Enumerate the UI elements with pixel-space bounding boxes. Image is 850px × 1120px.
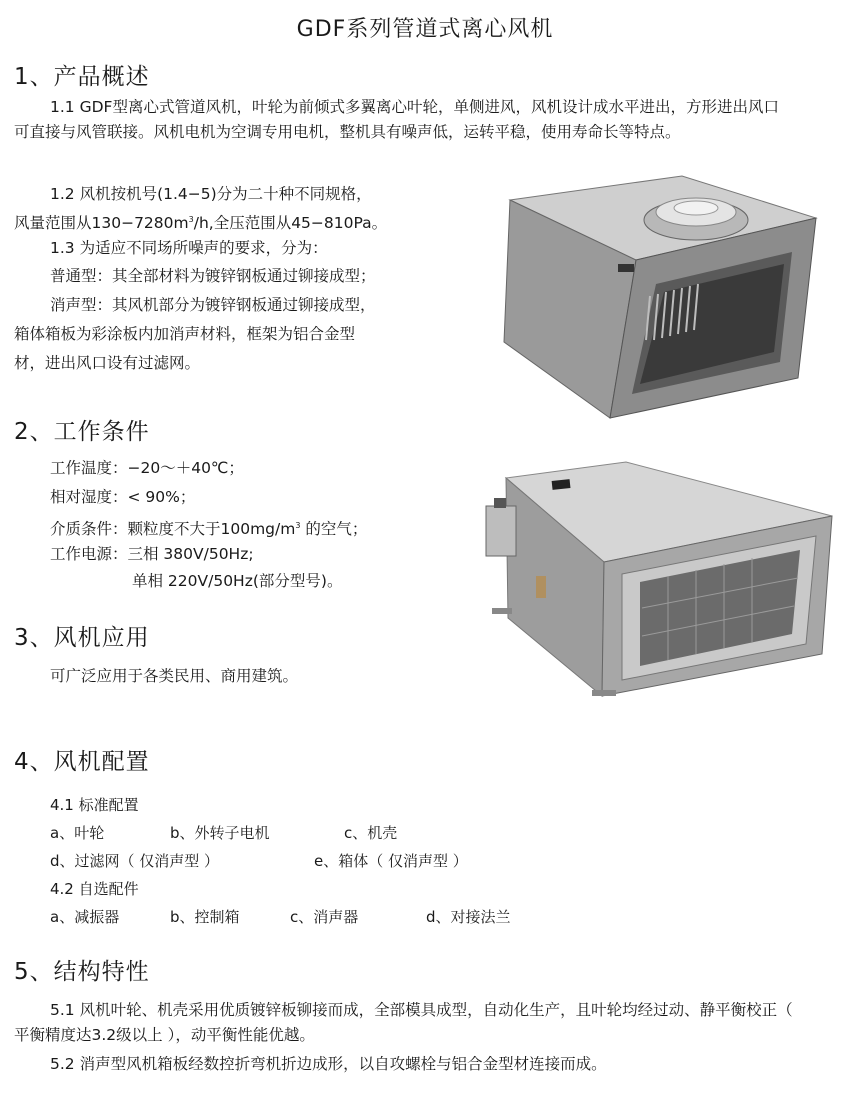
silencer-type-text-cont-2: 材，进出风口设有过滤网。	[14, 354, 201, 372]
section-1-heading: 1、产品概述	[14, 64, 150, 90]
standard-config-title: 4.1 标准配置	[50, 796, 139, 814]
page-title: GDF系列管道式离心风机	[296, 17, 554, 42]
config-item-motor: b、外转子电机	[170, 824, 270, 842]
cabinet-fan-photo	[482, 458, 836, 700]
silencer-type-text-cont-1: 箱体箱板为彩涂板内加消声材料，框架为铝合金型	[14, 325, 356, 343]
unit-superscript: 3	[188, 215, 194, 224]
power-supply-three-phase: 工作电源：三相 380V/50Hz;	[50, 545, 254, 563]
section-3-heading: 3、风机应用	[14, 625, 150, 651]
section-2-heading: 2、工作条件	[14, 419, 150, 445]
section-5-paragraph-2: 5.2 消声型风机箱板经数控折弯机折边成形，以自攻螺栓与铝合金型材连接而成。	[50, 1055, 607, 1073]
airflow-range-text: 风量范围从130−7280m	[14, 214, 189, 233]
config-item-casing: c、机壳	[344, 824, 398, 842]
config-item-impeller: a、叶轮	[50, 824, 105, 842]
duct-fan-photo	[500, 172, 818, 422]
option-item-control-box: b、控制箱	[170, 908, 240, 926]
option-item-silencer: c、消声器	[290, 908, 359, 926]
medium-condition-text: 介质条件：颗粒度不大于100mg/m	[50, 520, 296, 539]
section-1-paragraph-2-line-2	[14, 208, 387, 235]
power-supply-single-phase: 单相 220V/50Hz(部分型号)。	[132, 572, 343, 590]
working-temperature: 工作温度：−20～＋40℃；	[50, 459, 244, 477]
medium-condition-tail: 的空气；	[300, 520, 368, 539]
section-1-paragraph-3: 1.3 为适应不同场所噪声的要求，分为：	[50, 239, 328, 257]
option-item-flange: d、对接法兰	[426, 908, 511, 926]
normal-type-text: 普通型：其全部材料为镀锌钢板通过铆接成型；	[50, 267, 376, 285]
application-text: 可广泛应用于各类民用、商用建筑。	[50, 667, 299, 685]
silencer-type-text: 消声型：其风机部分为镀锌钢板通过铆接成型，	[50, 296, 376, 314]
config-item-filter: d、过滤网（ 仅消声型 ）	[50, 852, 220, 870]
section-5-paragraph-1: 5.1 风机叶轮、机壳采用优质镀锌板铆接而成，全部模具成型，自动化生产，且叶轮均经过动、静平衡校正（ 平衡精度达3.2级以上 ），动平衡性能优越。	[14, 1001, 793, 1044]
section-1-paragraph-1: 1.1 GDF型离心式管道风机，叶轮为前倾式多翼离心叶轮，单侧进风，风机设计成水平进出，方形进出风口可直接与风管联接。风机电机为空调专用电机，整机具有噪声低，运转平稳，使用寿命长等特点。	[14, 98, 779, 141]
pressure-range-text: /h,全压范围从45−810Pa。	[193, 214, 388, 233]
medium-condition	[50, 514, 367, 541]
config-item-cabinet: e、箱体（ 仅消声型 ）	[314, 852, 468, 870]
option-item-damper: a、减振器	[50, 908, 120, 926]
section-5-heading: 5、结构特性	[14, 959, 150, 985]
section-4-heading: 4、风机配置	[14, 749, 150, 775]
relative-humidity: 相对湿度：< 90%；	[50, 488, 196, 506]
optional-config-title: 4.2 自选配件	[50, 880, 139, 898]
unit-superscript: 3	[295, 521, 301, 530]
section-1-paragraph-2-line-1: 1.2 风机按机号(1.4−5)分为二十种不同规格，	[50, 185, 372, 203]
